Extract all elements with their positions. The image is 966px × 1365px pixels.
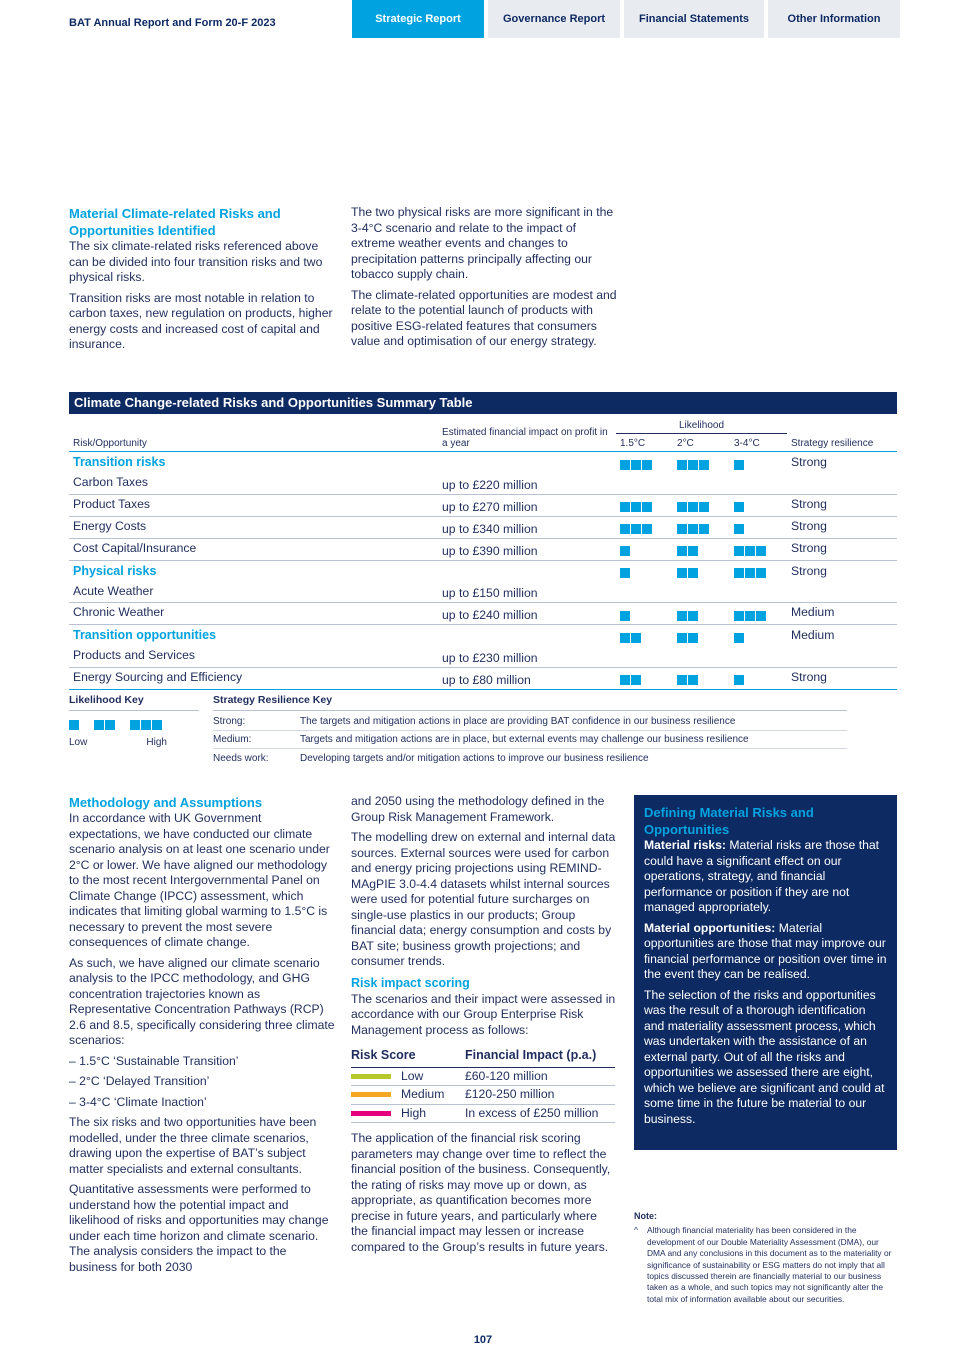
- modelling-paragraph: The modelling drew on external and internal data sources. External sources were used for carbon and energy pricing projections using REMIND-MAgPIE 3.0-4.4 datasets whilst internal sources were used for potential future surcharges on single-use plastics in our products; Group financial data; energy consumption and costs by BAT site; business growth projections; and consumer trends.: [351, 830, 616, 968]
- resilience-label: Needs work:: [213, 752, 269, 764]
- risk-name: Chronic Weather: [69, 603, 438, 625]
- likelihood-3-4c: [730, 560, 787, 582]
- strategy-resilience: Strong: [791, 455, 827, 469]
- likelihood-key-squares: [69, 720, 199, 731]
- table-row: [69, 516, 897, 538]
- methodology-paragraph: As such, we have aligned our climate scenario analysis to the IPCC methodology, and GHG concentration trajectories known as Representative Concentration Pathways (RCP) 2.6 and 8.5, specifically considering three climate scenarios:: [69, 955, 335, 1047]
- risk-score-label: Low: [401, 1068, 424, 1083]
- category-row: [69, 625, 897, 647]
- likelihood-3-4c: [730, 646, 787, 667]
- risk-score-label: Medium: [401, 1087, 445, 1101]
- likelihood-2c: [673, 603, 730, 625]
- financial-impact: up to £240 million: [438, 603, 616, 625]
- risk-score-impact: £60-120 million: [465, 1067, 615, 1086]
- modelling-paragraph: The application of the financial risk scoring parameters may change over time to reflect the financial position of the business. Consequently, the rating of risks may move up or down, as appropriate, as quantification becomes more precise in future years, and particularly where the financial impact may lessen or increase compared to the Group’s results in future years.: [351, 1131, 611, 1254]
- likelihood-key: [69, 694, 199, 748]
- likelihood-square-3: [130, 720, 163, 731]
- scenario-item: – 2°C ‘Delayed Transition’: [69, 1074, 210, 1088]
- risk-score-row: [351, 1104, 615, 1123]
- table-row: [69, 603, 897, 625]
- risk-name: Carbon Taxes: [69, 473, 438, 494]
- material-opportunities-paragraph: Material opportunities: Material opportunities are those that may improve our financial performance or position over time in the event they can be realised.: [644, 920, 887, 981]
- risk-name: Energy Costs: [69, 516, 438, 538]
- strategy-resilience: [787, 646, 897, 667]
- financial-impact: up to £390 million: [438, 538, 616, 560]
- resilience-text: Developing targets and/or mitigation actions to improve our business resilience: [300, 752, 649, 764]
- modelling-column: [351, 794, 617, 1260]
- financial-impact: up to £270 million: [438, 494, 616, 516]
- strategy-resilience: Strong: [787, 538, 897, 560]
- resilience-label: Strong:: [213, 716, 246, 727]
- tab-other-information[interactable]: Other Information: [768, 0, 900, 38]
- resilience-text: Targets and mitigation actions are in place, but external events may challenge our business resilience: [300, 734, 749, 745]
- likelihood-square-2: [94, 720, 116, 731]
- selection-paragraph: The selection of the risks and opportunities was the result of a thorough identification and materiality assessment process, which was undertaken with the assistance of an external party. Out of all the risks and opportunities we assessed there are eight, which we believe are significant and could at some time in the future be material to our business.: [644, 987, 885, 1126]
- resilience-key-row: [213, 713, 847, 731]
- tab-financial-statements[interactable]: Financial Statements: [624, 0, 764, 38]
- header-resilience: Strategy resilience: [787, 414, 897, 452]
- defining-material-risks-box: [634, 795, 897, 1150]
- risk-impact-heading: Risk impact scoring: [351, 975, 470, 990]
- risk-score-row: [351, 1067, 615, 1086]
- table-row: [69, 646, 897, 667]
- risk-name: Products and Services: [69, 646, 438, 667]
- strategy-resilience: Strong: [787, 494, 897, 516]
- likelihood-1-5c: [616, 473, 673, 494]
- strategy-resilience: Medium: [791, 628, 835, 642]
- financial-impact: up to £80 million: [438, 667, 616, 689]
- resilience-key-row: [213, 749, 847, 767]
- risk-color-bar: [351, 1111, 391, 1116]
- material-risks-paragraph: Material risks: Material risks are those that could have a significant effect on our operations, strategy, and financial performance or position if they are not managed appropriately.: [644, 838, 880, 914]
- intro-paragraph: The six climate-related risks referenced above can be divided into four transition risks and two physical risks.: [69, 239, 323, 284]
- header-1-5c: 1.5°C: [616, 434, 673, 452]
- risk-score-impact: In excess of £250 million: [465, 1104, 615, 1123]
- header-risk: Risk/Opportunity: [69, 414, 438, 452]
- summary-table-title: Climate Change-related Risks and Opportunities Summary Table: [69, 392, 897, 414]
- note-text: Although financial materiality has been considered in the development of our Double Materiality Assessment (DMA), our DMA and any conclusions in this document as to the materiality or significance of sustainability or ESG matters do not imply that all topics discussed therein are financially material to our business taken as a whole, and such topics may not significantly alter the total mix of information available about our securities.: [647, 1225, 892, 1304]
- strategy-resilience: Strong: [787, 667, 897, 689]
- risk-name: Energy Sourcing and Efficiency: [69, 667, 438, 689]
- likelihood-3-4c: [730, 473, 787, 494]
- table-row: [69, 582, 897, 603]
- likelihood-1-5c: [616, 452, 673, 474]
- category-impact: [438, 560, 616, 582]
- financial-impact: up to £340 million: [438, 516, 616, 538]
- methodology-heading: Methodology and Assumptions: [69, 795, 263, 810]
- intro-paragraph: The climate-related opportunities are modest and relate to the potential launch of products with positive ESG-related features that consumers value and optimisation of our energy strategy.: [351, 287, 617, 348]
- likelihood-1-5c: [616, 625, 673, 647]
- strategy-resilience: Medium: [787, 603, 897, 625]
- scenario-item: – 3-4°C ‘Climate Inaction’: [69, 1094, 207, 1109]
- methodology-paragraph: The six risks and two opportunities have been modelled, under the three climate scenarios, drawing upon the expertise of BAT’s subject matter specialists and external consultants.: [69, 1115, 317, 1176]
- likelihood-2c: [673, 560, 730, 582]
- page-number: 107: [473, 1334, 493, 1346]
- likelihood-3-4c: [730, 625, 787, 647]
- likelihood-1-5c: [616, 667, 673, 689]
- methodology-paragraph: In accordance with UK Government expectations, we have conducted our climate scenario analysis on at least one scenario under 2°C or lower. We have aligned our methodology to the most recent Intergovernmental Panel on Climate Change (IPCC) assessment, which indicates that limiting global warming to 1.5°C is necessary to prevent the most severe consequences of climate change.: [69, 811, 330, 949]
- likelihood-3-4c: [730, 667, 787, 689]
- methodology-column: [69, 794, 335, 1280]
- risk-color-bar: [351, 1092, 391, 1097]
- likelihood-2c: [673, 473, 730, 494]
- financial-impact: up to £220 million: [438, 473, 616, 494]
- likelihood-3-4c: [730, 516, 787, 538]
- likelihood-2c: [673, 625, 730, 647]
- header-impact: Estimated financial impact on profit in a year: [438, 414, 616, 452]
- likelihood-1-5c: [616, 516, 673, 538]
- risk-score-impact: £120-250 million: [465, 1086, 615, 1105]
- likelihood-low-label: Low: [69, 737, 88, 748]
- likelihood-2c: [673, 646, 730, 667]
- category-label: Transition opportunities: [73, 628, 217, 642]
- section-tabs: [352, 0, 900, 38]
- note-marker: ^: [634, 1225, 638, 1236]
- intro-heading: Material Climate-related Risks and Opportunities Identified: [69, 206, 281, 238]
- table-row: [69, 667, 897, 689]
- risk-score-header: Risk Score: [351, 1046, 465, 1067]
- header-2c: 2°C: [673, 434, 730, 452]
- strategy-resilience: [787, 473, 897, 494]
- likelihood-2c: [673, 582, 730, 603]
- intro-column-1: [69, 205, 335, 358]
- methodology-paragraph: Quantitative assessments were performed to understand how the potential impact and likelihood of risks and opportunities may change under each time horizon and climate scenario. The analysis considers the impact to the business for both 2030: [69, 1182, 329, 1274]
- likelihood-high-label: High: [146, 737, 167, 748]
- category-label: Physical risks: [73, 563, 157, 578]
- likelihood-1-5c: [616, 646, 673, 667]
- likelihood-1-5c: [616, 494, 673, 516]
- footnote: [634, 1211, 897, 1305]
- likelihood-1-5c: [616, 538, 673, 560]
- category-impact: [438, 452, 616, 474]
- likelihood-2c: [673, 494, 730, 516]
- risk-name: Product Taxes: [69, 494, 438, 516]
- likelihood-3-4c: [730, 603, 787, 625]
- category-row: [69, 560, 897, 582]
- financial-impact: up to £230 million: [438, 646, 616, 667]
- category-label: Transition risks: [73, 455, 166, 469]
- likelihood-3-4c: [730, 538, 787, 560]
- likelihood-1-5c: [616, 582, 673, 603]
- likelihood-2c: [673, 516, 730, 538]
- modelling-paragraph: The scenarios and their impact were assessed in accordance with our Group Enterprise Risk Management process as follows:: [351, 991, 616, 1037]
- likelihood-3-4c: [730, 582, 787, 603]
- header-likelihood: Likelihood: [616, 414, 787, 434]
- document-title: BAT Annual Report and Form 20-F 2023: [69, 17, 276, 29]
- strategy-resilience: Strong: [787, 516, 897, 538]
- risk-score-table: [351, 1046, 615, 1123]
- likelihood-1-5c: [616, 560, 673, 582]
- risk-name: Cost Capital/Insurance: [69, 538, 438, 560]
- note-title: Note:: [634, 1211, 657, 1221]
- likelihood-key-title: Likelihood Key: [69, 694, 199, 711]
- risk-score-label: High: [401, 1105, 427, 1120]
- intro-column-2: [351, 205, 617, 355]
- table-row: [69, 473, 897, 494]
- resilience-text: The targets and mitigation actions in place are providing BAT confidence in our business resilience: [300, 716, 736, 727]
- category-row: [69, 452, 897, 474]
- scenario-item: – 1.5°C ‘Sustainable Transition’: [69, 1053, 239, 1068]
- risk-color-bar: [351, 1074, 391, 1079]
- strategy-resilience-key: [213, 694, 847, 767]
- tab-strategic-report[interactable]: Strategic Report: [352, 0, 484, 38]
- category-impact: [438, 625, 616, 647]
- likelihood-3-4c: [730, 494, 787, 516]
- header-3-4c: 3-4°C: [730, 434, 787, 452]
- intro-paragraph: The two physical risks are more significant in the 3-4°C scenario and relate to the impact of extreme weather events and changes to precipitation patterns principally affecting our tobacco supply chain.: [351, 205, 614, 281]
- financial-impact-header: Financial Impact (p.a.): [465, 1046, 615, 1067]
- risk-name: Acute Weather: [69, 582, 438, 603]
- table-row: [69, 494, 897, 516]
- defining-box-heading: Defining Material Risks and Opportunities: [644, 805, 814, 837]
- likelihood-1-5c: [616, 603, 673, 625]
- table-row: [69, 538, 897, 560]
- summary-table: [69, 392, 897, 690]
- resilience-key-row: [213, 731, 847, 749]
- modelling-paragraph: and 2050 using the methodology defined in the Group Risk Management Framework.: [351, 794, 605, 824]
- likelihood-3-4c: [730, 452, 787, 474]
- likelihood-square-1: [69, 720, 80, 731]
- strategy-resilience: [787, 582, 897, 603]
- risk-score-row: [351, 1086, 615, 1105]
- likelihood-2c: [673, 452, 730, 474]
- resilience-label: Medium:: [213, 734, 252, 745]
- resilience-key-title: Strategy Resilience Key: [213, 694, 847, 711]
- tab-governance-report[interactable]: Governance Report: [488, 0, 620, 38]
- likelihood-2c: [673, 667, 730, 689]
- intro-paragraph: Transition risks are most notable in relation to carbon taxes, new regulation on products, higher energy costs and increased cost of capital and insurance.: [69, 290, 333, 351]
- likelihood-2c: [673, 538, 730, 560]
- strategy-resilience: Strong: [791, 563, 827, 578]
- financial-impact: up to £150 million: [438, 582, 616, 603]
